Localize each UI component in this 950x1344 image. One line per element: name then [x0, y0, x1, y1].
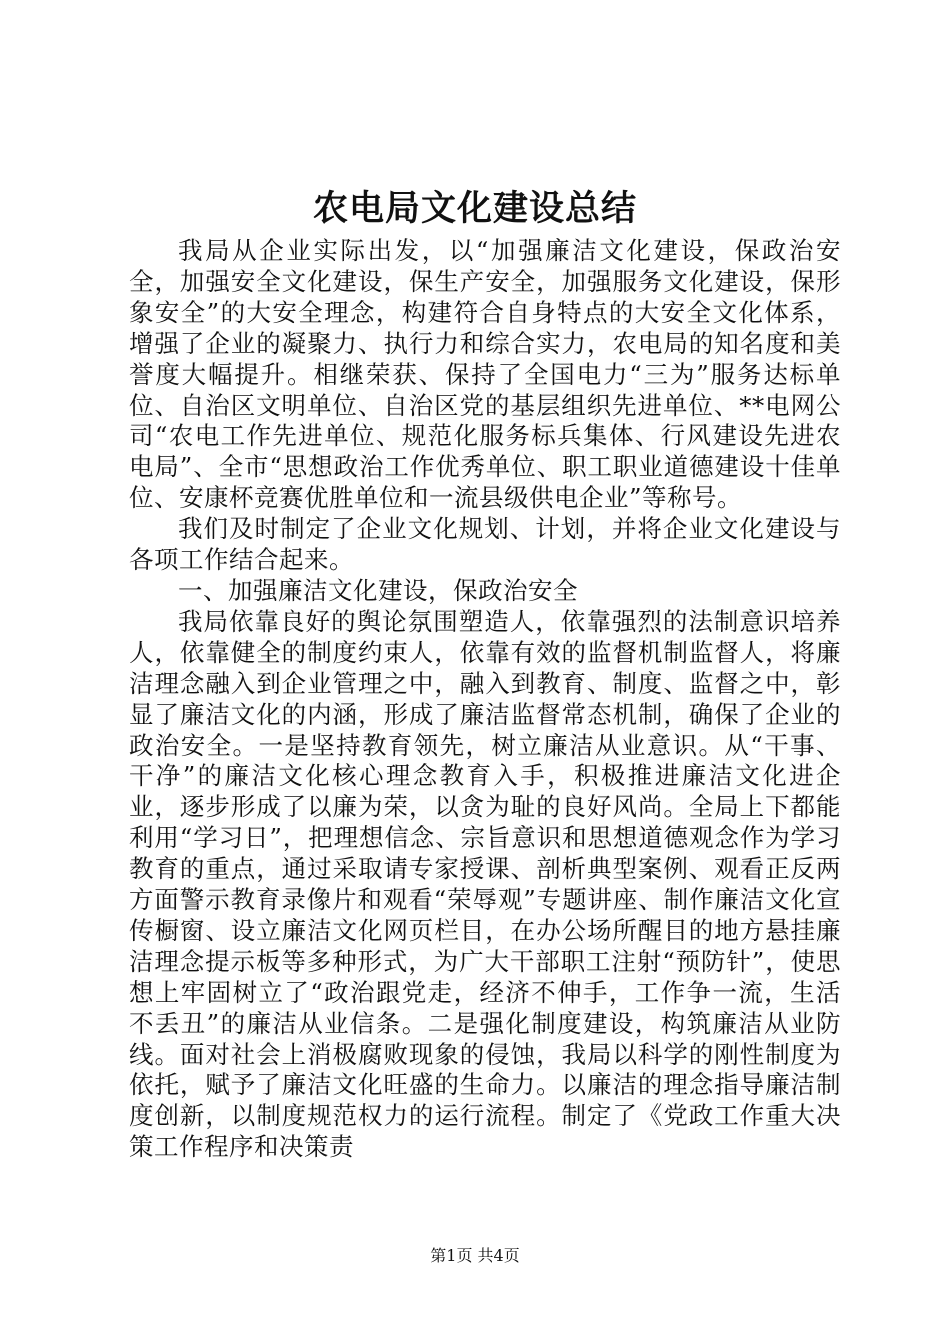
paragraph-section-1: 我局依靠良好的舆论氛围塑造人，依靠强烈的法制意识培养人，依靠健全的制度约束人，依靠有效的监督机制监督人，将廉洁理念融入到企业管理之中，融入到教育、制度、监督之中，彰显了廉洁文化的内涵，形成了廉洁监督常态机制，确保了企业的政治安全。一是坚持教育领先，树立廉洁从业意识。从“干事、干净”的廉洁文化核心理念教育入手，积极推进廉洁文化进企业，逐步形成了以廉为荣，以贪为耻的良好风尚。全局上下都能利用“学习日”，把理想信念、宗旨意识和思想道德观念作为学习教育的重点，通过采取请专家授课、剖析典型案例、观看正反两方面警示教育录像片和观看“荣辱观”专题讲座、制作廉洁文化宣传橱窗、设立廉洁文化网页栏目，在办公场所醒目的地方悬挂廉洁理念提示板等多种形式，为广大干部职工注射“预防针”，使思想上牢固树立了“政治跟党走，经济不伸手，工作争一流，生活不丢丑”的廉洁从业信条。二是强化制度建设，构筑廉洁从业防线。面对社会上消极腐败现象的侵蚀，我局以科学的刚性制度为依托，赋予了廉洁文化旺盛的生命力。以廉洁的理念指导廉洁制度创新，以制度规范权力的运行流程。制定了《党政工作重大决策工作程序和决策责 — [129, 606, 841, 1162]
document-title: 农电局文化建设总结 — [312, 188, 637, 229]
section-heading-1: 一、加强廉洁文化建设，保政治安全 — [178, 575, 578, 605]
page-footer: 第1页 共4页 — [430, 1246, 520, 1265]
paragraph-intro: 我局从企业实际出发，以“加强廉洁文化建设，保政治安全，加强安全文化建设，保生产安全，加强服务文化建设，保形象安全”的大安全理念，构建符合自身特点的大安全文化体系，增强了企业的凝聚力、执行力和综合实力，农电局的知名度和美誉度大幅提升。相继荣获、保持了全国电力“三为”服务达标单位、自治区文明单位、自治区党的基层组织先进单位、**电网公司“农电工作先进单位、规范化服务标兵集体、行风建设先进农电局”、全市“思想政治工作优秀单位、职工职业道德建设十佳单位、安康杯竞赛优胜单位和一流县级供电企业”等称号。 — [129, 236, 841, 513]
document-body — [129, 236, 841, 1163]
paragraph-planning: 我们及时制定了企业文化规划、计划，并将企业文化建设与各项工作结合起来。 — [129, 514, 841, 575]
